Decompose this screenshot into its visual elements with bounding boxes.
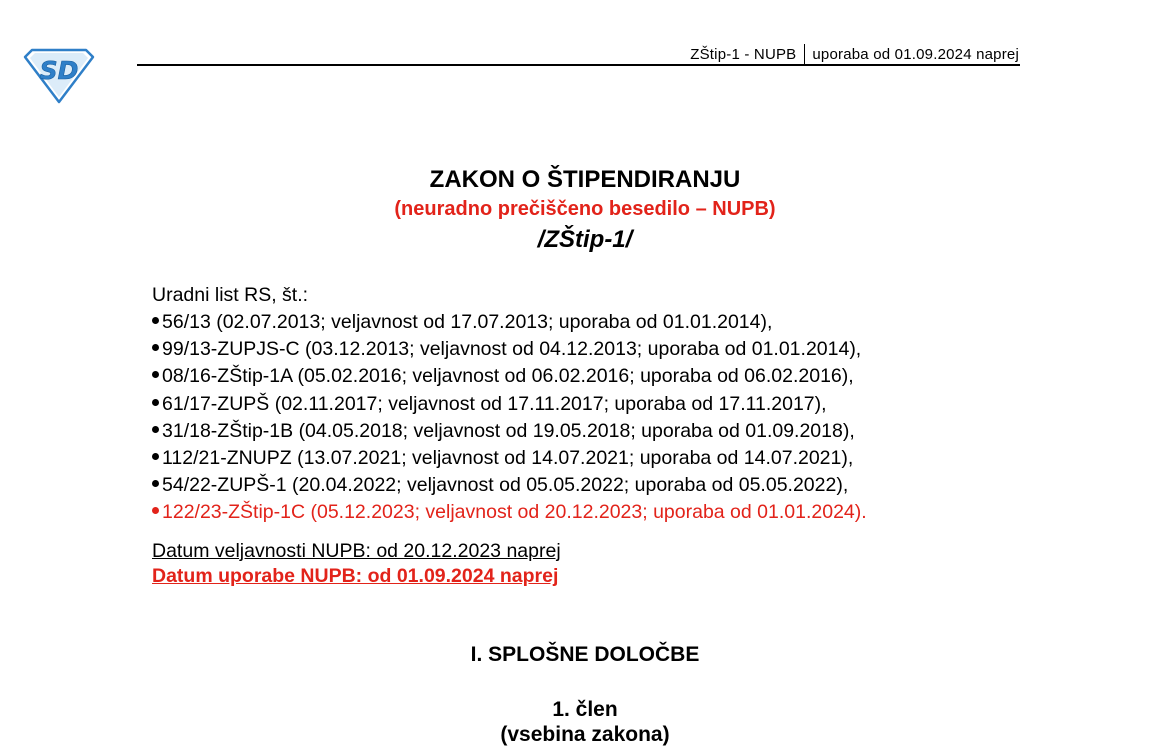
header-rule	[137, 64, 1020, 66]
sd-shield-logo-icon	[22, 47, 96, 105]
running-header	[690, 44, 1019, 64]
validity-date: Datum veljavnosti NUPB: od 20.12.2023 naprej	[152, 540, 561, 562]
gazette-entry: 112/21-ZNUPZ (13.07.2021; veljavnost od 14.07.2021; uporaba od 14.07.2021),	[152, 445, 867, 472]
gazette-entry-latest: 122/23-ZŠtip-1C (05.12.2023; veljavnost od 20.12.2023; uporaba od 01.01.2024).	[152, 499, 867, 526]
bullet-icon	[152, 399, 159, 406]
header-abbreviation: ZŠtip-1 - NUPB	[690, 46, 797, 63]
document-title: ZAKON O ŠTIPENDIRANJU	[429, 166, 741, 193]
gazette-entry: 61/17-ZUPŠ (02.11.2017; veljavnost od 17.11.2017; uporaba od 17.11.2017),	[152, 391, 867, 418]
logo-text: SD	[39, 56, 79, 85]
document-subtitle: (neuradno prečiščeno besedilo – NUPB)	[394, 198, 776, 220]
gazette-list	[152, 309, 867, 527]
header-application: uporaba od 01.09.2024 naprej	[812, 46, 1019, 63]
gazette-entry: 54/22-ZUPŠ-1 (20.04.2022; veljavnost od 05.05.2022; uporaba od 05.05.2022),	[152, 472, 867, 499]
gazette-entry: 31/18-ZŠtip-1B (04.05.2018; veljavnost od 19.05.2018; uporaba od 01.09.2018),	[152, 418, 867, 445]
bullet-icon	[152, 317, 159, 324]
bullet-icon	[152, 453, 159, 460]
gazette-entry: 99/13-ZUPJS-C (03.12.2013; veljavnost od 04.12.2013; uporaba od 01.01.2014),	[152, 336, 867, 363]
bullet-icon	[152, 507, 159, 514]
section-heading: I. SPLOŠNE DOLOČBE	[470, 643, 700, 666]
article-subject: (vsebina zakona)	[500, 723, 670, 746]
document-abbreviation: /ZŠtip-1/	[537, 226, 633, 253]
gazette-intro: Uradni list RS, št.:	[152, 284, 309, 306]
bullet-icon	[152, 426, 159, 433]
gazette-entry: 08/16-ZŠtip-1A (05.02.2016; veljavnost od 06.02.2016; uporaba od 06.02.2016),	[152, 363, 867, 390]
header-separator	[804, 44, 805, 64]
nupb-dates	[152, 539, 561, 589]
gazette-entry: 56/13 (02.07.2013; veljavnost od 17.07.2013; uporaba od 01.01.2014),	[152, 309, 867, 336]
application-date: Datum uporabe NUPB: od 01.09.2024 naprej	[152, 565, 559, 587]
bullet-icon	[152, 480, 159, 487]
bullet-icon	[152, 344, 159, 351]
gazette-references	[152, 282, 867, 527]
article-number: 1. člen	[552, 698, 618, 721]
bullet-icon	[152, 371, 159, 378]
